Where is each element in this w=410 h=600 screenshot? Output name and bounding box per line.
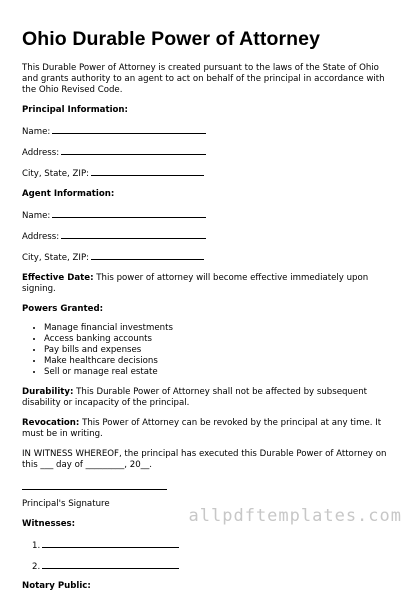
principal-signature-line[interactable]	[22, 480, 167, 490]
witness-number: 2.	[32, 562, 41, 572]
witness-line[interactable]	[32, 538, 392, 552]
principal-address-field[interactable]	[22, 145, 392, 159]
agent-address-blank[interactable]	[61, 229, 206, 239]
principal-name-blank[interactable]	[52, 124, 206, 134]
powers-heading: Powers Granted:	[22, 304, 104, 314]
effective-date-label: Effective Date:	[22, 273, 94, 283]
notary-heading: Notary Public:	[22, 581, 91, 591]
principal-heading: Principal Information:	[22, 105, 128, 115]
principal-name-label: Name:	[22, 127, 51, 137]
witness-2-blank[interactable]	[42, 559, 179, 569]
witnesses-heading: Witnesses:	[22, 519, 76, 529]
revocation-label: Revocation:	[22, 418, 80, 428]
witness-list	[22, 538, 392, 573]
power-item: • Sell or manage real estate	[44, 367, 392, 378]
powers-list	[22, 323, 392, 378]
agent-name-label: Name:	[22, 211, 51, 221]
principal-city-blank[interactable]	[91, 166, 204, 176]
principal-signature-label: Principal's Signature	[22, 499, 110, 509]
principal-city-field[interactable]	[22, 166, 392, 180]
agent-city-label: City, State, ZIP:	[22, 253, 90, 263]
agent-city-blank[interactable]	[91, 250, 204, 260]
witness-clause: IN WITNESS WHEREOF, the principal has executed this Durable Power of Attorney on this ___ day of _________, 20__.	[22, 449, 387, 470]
document-title: Ohio Durable Power of Attorney	[22, 28, 321, 50]
witness-1-blank[interactable]	[42, 538, 179, 548]
agent-heading: Agent Information:	[22, 189, 115, 199]
durability-paragraph	[22, 387, 392, 409]
effective-date-text: This power of attorney will become effective immediately upon signing.	[22, 273, 369, 294]
watermark-logo: allpdftemplates.com	[188, 506, 402, 526]
power-item: • Pay bills and expenses	[44, 345, 392, 356]
durability-label: Durability:	[22, 387, 74, 397]
principal-name-field[interactable]	[22, 124, 392, 138]
revocation-text: This Power of Attorney can be revoked by the principal at any time. It must be in writing.	[22, 418, 382, 439]
agent-name-field[interactable]	[22, 208, 392, 222]
power-item: • Access banking accounts	[44, 334, 392, 345]
power-item: • Make healthcare decisions	[44, 356, 392, 367]
durability-text: This Durable Power of Attorney shall not be affected by subsequent disability or incapacity of the principal.	[22, 387, 368, 408]
principal-address-label: Address:	[22, 148, 60, 158]
agent-address-label: Address:	[22, 232, 60, 242]
principal-address-blank[interactable]	[61, 145, 206, 155]
revocation-paragraph	[22, 418, 392, 440]
principal-city-label: City, State, ZIP:	[22, 169, 90, 179]
intro-paragraph: This Durable Power of Attorney is created pursuant to the laws of the State of Ohio and grants authority to an agent to act on behalf of the principal in accordance with the Ohio Revised Code.	[22, 63, 385, 95]
witness-line[interactable]	[32, 559, 392, 573]
witness-number: 1.	[32, 541, 41, 551]
agent-address-field[interactable]	[22, 229, 392, 243]
power-item: • Manage financial investments	[44, 323, 392, 334]
agent-name-blank[interactable]	[52, 208, 206, 218]
agent-city-field[interactable]	[22, 250, 392, 264]
effective-date-paragraph	[22, 273, 392, 295]
